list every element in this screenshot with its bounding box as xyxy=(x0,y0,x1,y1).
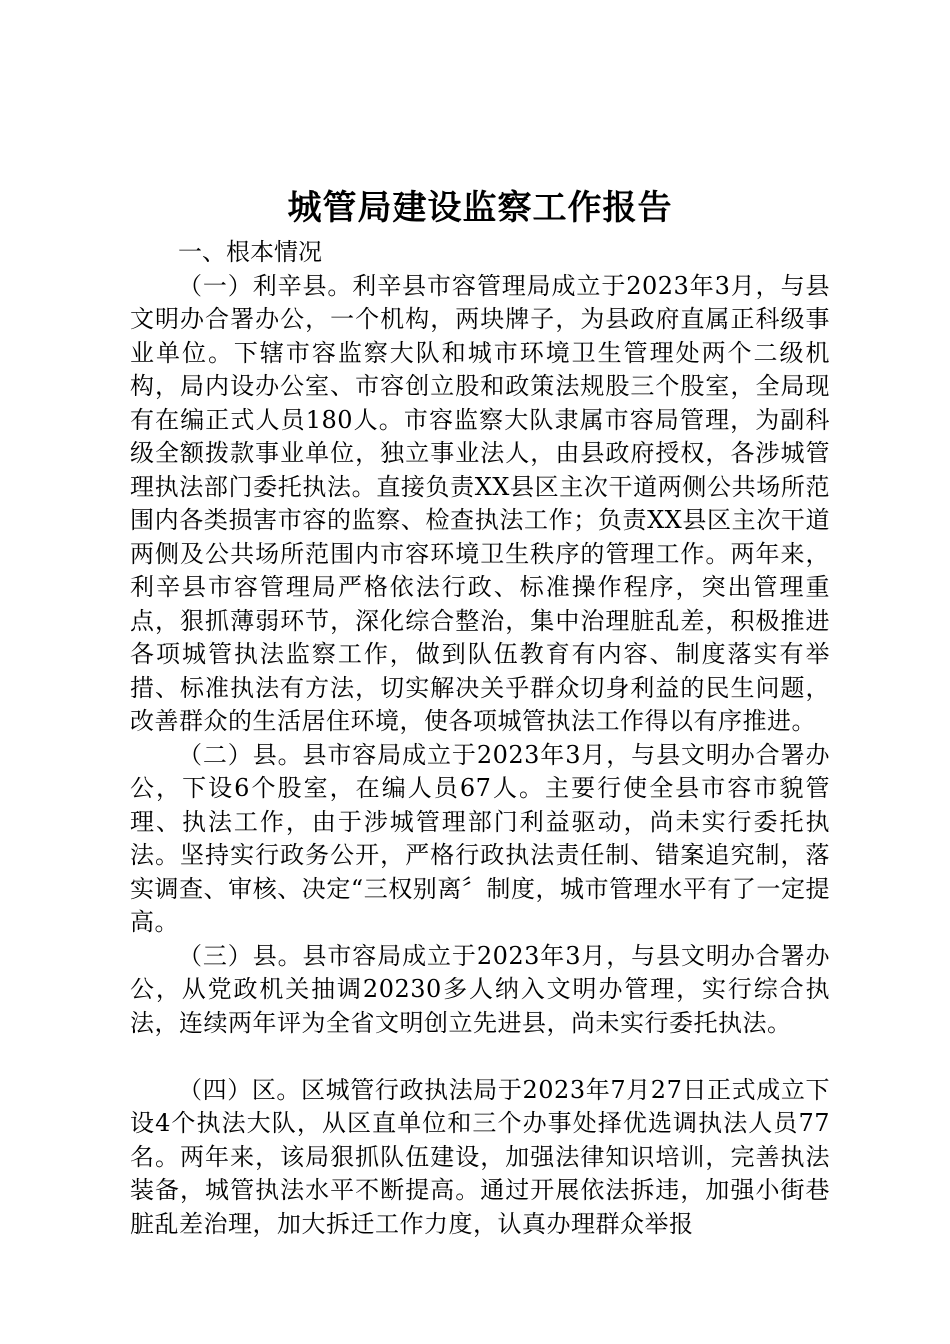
document-title: 城管局建设监察工作报告 xyxy=(287,188,673,228)
paragraph-gap xyxy=(130,1040,830,1074)
paragraph-district-4: （四）区。区城管行政执法局于2023年7月27日正式成立下设4个执法大队，从区直单位和三个办事处择优选调执法人员77名。两年来，该局狠抓队伍建设，加强法律知识培训，完善执法装备，城管执法水平不断提高。通过开展依法拆违，加强小街巷脏乱差治理，加大拆迁工作力度，认真办理群众举报 xyxy=(130,1075,830,1238)
paragraph-county-2: （二）县。县市容局成立于2023年3月，与县文明办合署办公，下设6个股室，在编人员67人。主要行使全县市容市貌管理、执法工作，由于涉城管理部门利益驱动，尚未实行委托执法。坚持实行政务公开，严格行政执法责任制、错案追究制，落实调查、审核、决定“三权别离〞制度，城市管理水平有了一定提高。 xyxy=(130,740,830,936)
paragraph-liixin: （一）利辛县。利辛县市容管理局成立于2023年3月，与县文明办合署办公，一个机构，两块牌子，为县政府直属正科级事业单位。下辖市容监察大队和城市环境卫生管理处两个二级机构，局内设办公室、市容创立股和政策法规股三个股室，全局现有在编正式人员180人。市容监察大队隶属市容局管理，为副科级全额拨款事业单位，独立事业法人，由县政府授权，各涉城管理执法部门委托执法。直接负责XX县区主次干道两侧公共场所范围内各类损害市容的监察、检查执法工作；负责XX县区主次干道两侧及公共场所范围内市容环境卫生秩序的管理工作。两年来，利辛县市容管理局严格依法行政、标准操作程序，突出管理重点，狠抓薄弱环节，深化综合整治，集中治理脏乱差，积极推进各项城管执法监察工作，做到队伍教育有内容、制度落实有举措、标准执法有方法，切实解决关乎群众切身利益的民生问题，改善群众的生活居住环境，使各项城管执法工作得以有序推进。 xyxy=(130,271,830,735)
section-heading: 一、根本情况 xyxy=(178,238,322,266)
document-page xyxy=(130,180,830,1241)
paragraph-county-3: （三）县。县市容局成立于2023年3月，与县文明办合署办公，从党政机关抽调20230多人纳入文明办管理，实行综合执法，连续两年评为全省文明创立先进县，尚未实行委托执法。 xyxy=(130,941,830,1037)
